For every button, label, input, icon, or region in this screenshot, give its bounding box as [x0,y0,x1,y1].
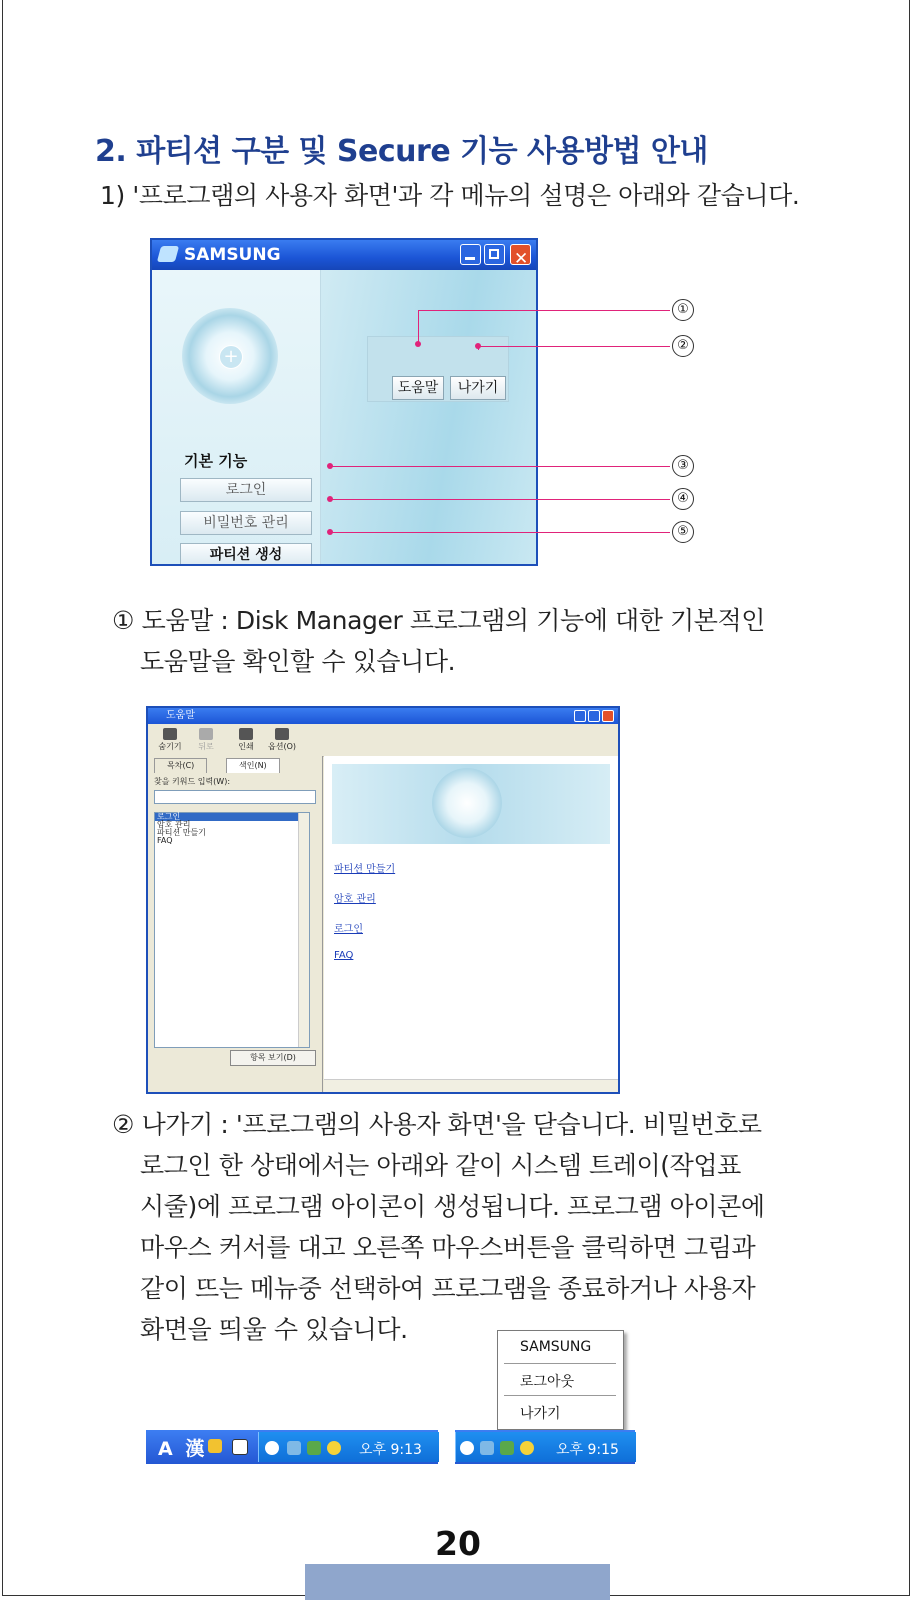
taskbar-after [455,1430,635,1464]
help-window-title: 도움말 [166,710,195,721]
callout-leader-2 [478,346,670,347]
link-login[interactable]: 로그인 [334,924,363,935]
options-icon [275,728,289,740]
callout-number-4: ④ [672,488,694,510]
link-faq[interactable]: FAQ [334,950,354,961]
item2-line3: 시줄)에 프로그램 아이콘이 생성됩니다. 프로그램 아이콘에 [140,1192,765,1221]
maximize-icon[interactable] [484,244,505,265]
list-item[interactable]: 로그인 [155,813,309,821]
callout-dot-5 [327,529,333,535]
login-button[interactable]: 로그인 [180,478,312,502]
minimize-icon[interactable] [574,710,586,722]
callout-leader-4 [330,499,670,500]
keyword-label: 찾을 키워드 입력(W): [154,777,231,786]
horizontal-scrollbar[interactable] [324,1079,618,1092]
item2-line1: 나가기 : '프로그램의 사용자 화면'을 닫습니다. 비밀번호로 [141,1110,762,1139]
item2-line4: 마우스 커서를 대고 오른쪽 마우스버튼을 클릭하면 그림과 [140,1233,756,1262]
list-item[interactable]: FAQ [157,836,173,845]
password-manage-button[interactable]: 비밀번호 관리 [180,511,312,535]
chevron-left-icon[interactable] [460,1441,474,1455]
app-icon[interactable] [307,1441,321,1455]
callout-leader-3 [330,466,670,467]
left-panel [152,270,321,564]
help-icon[interactable] [232,1439,248,1455]
menu-item-exit[interactable]: 나가기 [520,1406,561,1422]
callout-leader-5 [330,532,670,533]
taskbar-before [146,1430,438,1464]
window-titlebar [152,240,536,270]
help-content-pane [324,756,618,1092]
section-title: 2. 파티션 구분 및 Secure 기능 사용방법 안내 [95,134,708,169]
link-password-manage[interactable]: 암호 관리 [334,894,376,905]
callout-number-5: ⑤ [672,521,694,543]
item2-line5: 같이 뜨는 메뉴중 선택하여 프로그램을 종료하거나 사용자 [140,1274,756,1303]
back-arrow-icon [199,728,213,740]
help-description [112,600,765,682]
menu-item-samsung[interactable]: SAMSUNG [520,1339,592,1355]
close-icon[interactable] [602,710,614,722]
back-button[interactable]: 뒤로 [188,728,224,752]
app-icon[interactable] [500,1441,514,1455]
help-button[interactable]: 도움말 [392,376,444,400]
chevron-left-icon[interactable] [265,1441,279,1455]
callout-dot-1 [415,341,421,347]
show-topic-button[interactable]: 항목 보기(D) [230,1050,316,1066]
hide-icon [163,728,177,740]
item2-line6: 화면을 띄울 수 있습니다. [140,1315,408,1344]
page-number: 20 [435,1524,481,1563]
system-tray [455,1432,636,1462]
plus-icon: + [219,345,243,369]
disk-orb-graphic [432,768,502,838]
exit-button[interactable]: 나가기 [450,376,506,400]
tray-clock: 오후 9:15 [556,1442,619,1458]
help-nav-pane [148,756,323,1092]
samsung-tray-icon[interactable] [480,1441,494,1455]
callout-number-3: ③ [672,455,694,477]
window-body [152,270,536,564]
tray-clock: 오후 9:13 [359,1442,422,1458]
callout-dot-2 [475,343,481,349]
callout-dot-3 [327,463,333,469]
intro-text: 1) '프로그램의 사용자 화면'과 각 메뉴의 설명은 아래와 같습니다. [100,181,800,210]
system-tray [258,1432,439,1462]
menu-separator [504,1363,616,1364]
item2-line2: 로그인 한 상태에서는 아래와 같이 시스템 트레이(작업표 [140,1151,741,1180]
maximize-icon[interactable] [588,710,600,722]
menu-item-logout[interactable]: 로그아웃 [520,1374,575,1390]
ime-indicator[interactable]: A 漢 [158,1438,208,1460]
list-item[interactable]: 암호 관리 [157,820,191,829]
link-create-partition[interactable]: 파티션 만들기 [334,864,396,875]
app-logo-icon [157,246,179,262]
options-button[interactable]: 옵션(O) [264,728,300,752]
tray-context-menu [497,1330,624,1430]
create-partition-button[interactable]: 파티션 생성 [180,543,312,566]
callout-leader-1-vertical [418,310,419,344]
item1-line2: 도움말을 확인할 수 있습니다. [140,647,456,676]
item2-marker: ② [112,1110,135,1139]
callout-leader-1 [418,310,670,311]
close-icon[interactable]: ✕ [510,244,531,265]
footer-bar [305,1564,610,1600]
basic-features-label: 기본 기능 [184,452,248,470]
window-title: SAMSUNG [184,245,281,265]
item1-line1: 도움말 : Disk Manager 프로그램의 기능에 대한 기본적인 [141,606,766,635]
callout-number-2: ② [672,335,694,357]
list-scrollbar[interactable] [298,813,309,1047]
help-titlebar [148,708,618,724]
disk-orb-graphic [182,308,278,404]
callout-number-1: ① [672,299,694,321]
tab-index[interactable]: 색인(N) [226,758,280,773]
tab-contents[interactable]: 목차(C) [154,758,207,773]
help-banner-graphic [332,764,610,844]
help-toolbar [148,724,618,757]
help-window [146,706,620,1094]
messenger-icon[interactable] [520,1441,534,1455]
printer-icon [239,728,253,740]
exit-description [112,1104,765,1350]
print-button[interactable]: 인쇄 [228,728,264,752]
hide-button[interactable]: 숨기기 [152,728,188,752]
minimize-icon[interactable] [460,244,481,265]
menu-separator [504,1395,616,1396]
item1-marker: ① [112,606,135,635]
list-item[interactable]: 파티션 만들기 [157,828,206,837]
samsung-main-window [150,238,538,566]
callout-dot-4 [327,496,333,502]
index-list[interactable] [154,812,310,1048]
messenger-icon[interactable] [327,1441,341,1455]
ime-pad-icon[interactable] [208,1439,222,1453]
keyword-input[interactable] [154,790,316,804]
network-icon[interactable] [287,1441,301,1455]
